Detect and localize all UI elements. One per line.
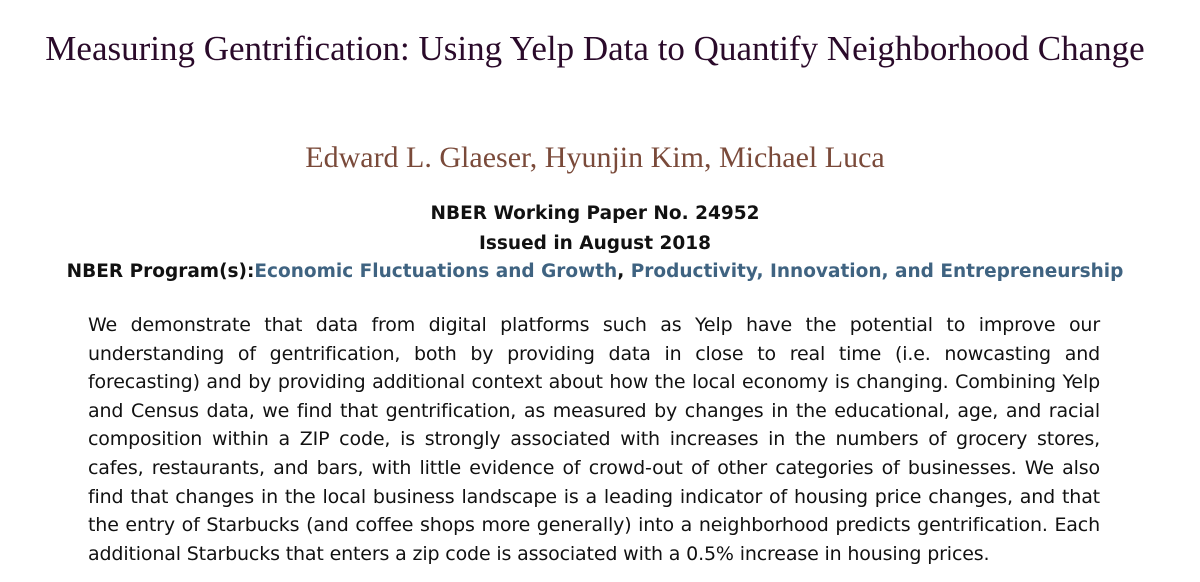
nber-programs [0,259,1190,285]
issued-date: Issued in August 2018 [479,233,711,254]
paper-authors: Edward L. Glaeser, Hyunjin Kim, Michael Luca [305,141,885,174]
working-paper-number: NBER Working Paper No. 24952 [430,203,760,224]
paper-title: Measuring Gentrification: Using Yelp Data to Quantify Neighborhood Change [45,29,1145,68]
program-link-productivity-innovation[interactable]: Productivity, Innovation, and Entrepreneurship [630,261,1124,282]
program-separator: , [617,261,631,282]
paper-abstract: We demonstrate that data from digital platforms such as Yelp have the potential to improve our understanding of gentrification, both by providing data in close to real time (i.e. nowcasting and forecasting) and by providing additional context about how the local economy is changing. Combining Yelp and Census data, we find that gentrification, as measured by changes in the educational, age, and racial composition within a ZIP code, is strongly associated with increases in the numbers of grocery stores, cafes, restaurants, and bars, with little evidence of crowd-out of other categories of businesses. We also find that changes in the local business landscape is a leading indicator of housing price changes, and that the entry of Starbucks (and coffee shops more generally) into a neighborhood predicts gentrification. Each additional Starbucks that enters a zip code is associated with a 0.5% increase in housing prices. [88,314,1100,565]
programs-label: NBER Program(s): [66,261,255,282]
program-link-economic-fluctuations[interactable]: Economic Fluctuations and Growth [254,261,618,282]
